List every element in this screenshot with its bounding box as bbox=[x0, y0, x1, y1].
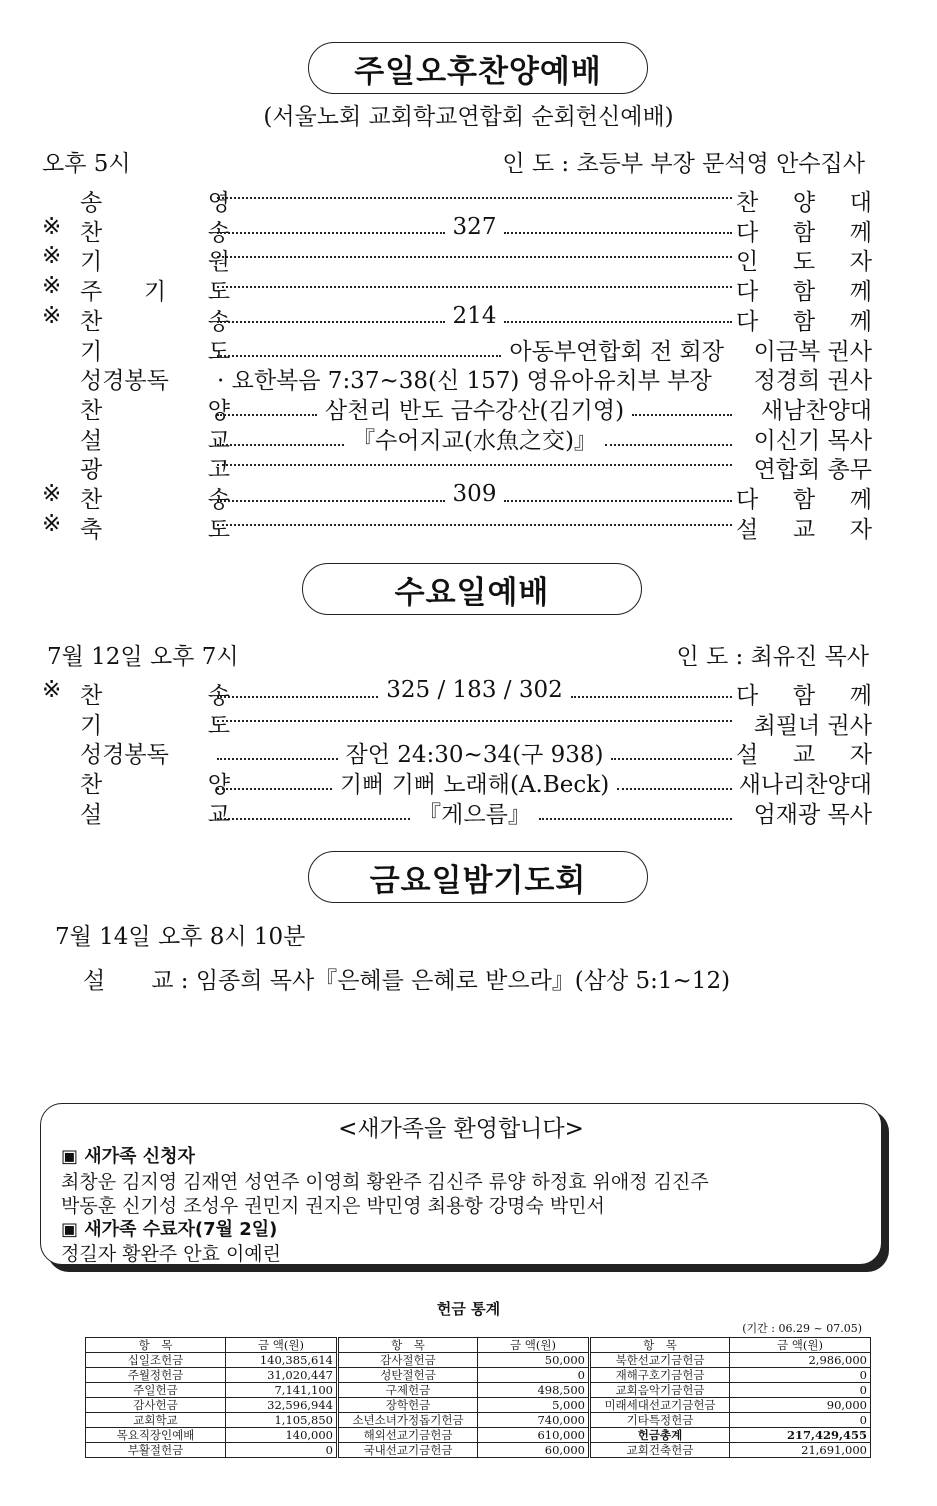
order-label-char: 도 bbox=[207, 338, 230, 365]
amount-cell: 5,000 bbox=[478, 1398, 590, 1413]
order-person-part: 다 bbox=[736, 683, 759, 709]
order-label-char: 고 bbox=[207, 457, 230, 484]
item-cell: 감사절헌금 bbox=[338, 1353, 478, 1368]
order-label-char: 찬 bbox=[80, 487, 103, 513]
order-person-part: 설 bbox=[736, 742, 759, 769]
order-label-char: 찬 bbox=[80, 308, 103, 335]
order-person bbox=[736, 333, 872, 366]
order-label bbox=[80, 422, 230, 455]
order-leader-dots bbox=[217, 766, 732, 799]
table-row bbox=[86, 1413, 871, 1428]
stand-mark: ※ bbox=[42, 510, 62, 537]
item-cell: 교회건축헌금 bbox=[590, 1443, 730, 1458]
order-person-part: 께 bbox=[849, 279, 872, 306]
amount-cell: 1,105,850 bbox=[226, 1413, 338, 1428]
order-detail: 309 bbox=[452, 481, 497, 507]
order-row bbox=[42, 451, 872, 484]
leader-dots bbox=[217, 184, 732, 199]
amount-cell: 217,429,455 bbox=[730, 1428, 871, 1443]
order-row bbox=[42, 796, 872, 826]
item-cell: 주월정헌금 bbox=[86, 1368, 226, 1383]
order-label-char: 도 bbox=[207, 516, 230, 543]
order-detail: 『수어지교(水魚之交)』 bbox=[352, 427, 597, 454]
leader-dots bbox=[217, 243, 732, 258]
order-person-part: 연합회 총무 bbox=[753, 457, 872, 484]
item-cell: 부활절헌금 bbox=[86, 1443, 226, 1458]
stand-mark: ※ bbox=[42, 481, 62, 507]
order-detail: 삼천리 반도 금수강산(김기영) bbox=[324, 397, 625, 424]
item-cell: 목요직장인예배 bbox=[86, 1428, 226, 1443]
order-detail: 잠언 24:30~34(구 938) bbox=[345, 742, 604, 769]
item-cell: 감사헌금 bbox=[86, 1398, 226, 1413]
order-person-part: 다 bbox=[736, 279, 759, 306]
amount-cell: 21,691,000 bbox=[730, 1443, 871, 1458]
friday-service-title bbox=[308, 851, 648, 903]
wednesday-title-text: 수요일예배 bbox=[394, 574, 550, 611]
order-detail: 325 / 183 / 302 bbox=[386, 677, 563, 703]
order-person-part: 함 bbox=[792, 308, 816, 335]
order-label-char: 축 bbox=[80, 516, 103, 543]
order-person-part: 다 bbox=[736, 308, 759, 335]
order-label-char: 찬 bbox=[80, 683, 103, 709]
order-person-part: 양 bbox=[792, 190, 816, 216]
order-label-char: 성경봉독 bbox=[80, 368, 169, 395]
order-label bbox=[80, 214, 230, 247]
stand-mark: ※ bbox=[42, 243, 62, 270]
order-label bbox=[80, 362, 230, 395]
order-label bbox=[80, 511, 230, 544]
amount-cell: 0 bbox=[730, 1413, 871, 1428]
leader-dots bbox=[539, 805, 732, 820]
friday-title-text: 금요일밤기도회 bbox=[369, 862, 587, 899]
order-leader-dots bbox=[217, 273, 732, 288]
order-person-part: 정경희 권사 bbox=[753, 368, 872, 395]
amount-cell: 0 bbox=[478, 1368, 590, 1383]
order-leader-dots bbox=[217, 796, 732, 829]
order-leader-dots bbox=[217, 736, 732, 769]
item-cell: 미래세대선교기금헌금 bbox=[590, 1398, 730, 1413]
item-cell: 국내선교기금헌금 bbox=[338, 1443, 478, 1458]
order-label-char: 영 bbox=[207, 190, 230, 216]
order-leader-dots bbox=[217, 362, 732, 395]
header-amount: 금 액(원) bbox=[478, 1338, 590, 1353]
item-cell: 성탄절헌금 bbox=[338, 1368, 478, 1383]
order-person-part: 엄재광 목사 bbox=[753, 801, 872, 828]
wednesday-time: 7월 12일 오후 7시 bbox=[47, 644, 239, 670]
order-person bbox=[736, 677, 872, 710]
order-row bbox=[42, 303, 872, 333]
order-label-char: 송 bbox=[80, 190, 103, 216]
order-person bbox=[736, 766, 872, 799]
offering-table-header bbox=[86, 1338, 871, 1353]
order-person-part: 설 bbox=[736, 516, 759, 543]
order-label-char: 설 bbox=[80, 427, 103, 454]
order-person bbox=[736, 511, 872, 544]
graduates-names: 정길자 황완주 안효 이예린 bbox=[61, 1243, 282, 1265]
order-label-char: 교 bbox=[207, 801, 230, 828]
order-person-part: 새나리찬양대 bbox=[738, 772, 872, 799]
order-label-char: 송 bbox=[207, 683, 230, 709]
order-leader-dots bbox=[217, 184, 732, 199]
order-label bbox=[80, 766, 230, 799]
leader-dots bbox=[217, 219, 445, 234]
leader-dots bbox=[571, 683, 732, 698]
wednesday-service-title bbox=[302, 563, 642, 615]
order-leader-dots bbox=[217, 481, 732, 507]
order-label-char: 기 bbox=[143, 279, 167, 306]
order-person-part: 다 bbox=[736, 487, 759, 513]
leader-dots bbox=[605, 431, 732, 446]
order-label-char: 양 bbox=[207, 397, 230, 424]
friday-sermon-line bbox=[83, 962, 730, 995]
order-row bbox=[42, 243, 872, 276]
order-person bbox=[736, 451, 872, 484]
header-item: 항 목 bbox=[590, 1338, 730, 1353]
table-row bbox=[86, 1353, 871, 1368]
item-cell: 기타특정헌금 bbox=[590, 1413, 730, 1428]
amount-cell: 31,020,447 bbox=[226, 1368, 338, 1383]
order-person-part: 자 bbox=[849, 742, 872, 769]
order-label-char: 기 bbox=[80, 712, 103, 739]
header-item: 항 목 bbox=[338, 1338, 478, 1353]
order-person-part: 새남찬양대 bbox=[760, 397, 872, 424]
order-leader-dots bbox=[217, 422, 732, 455]
order-label bbox=[80, 184, 230, 217]
order-row bbox=[42, 677, 872, 707]
order-person bbox=[736, 184, 872, 217]
order-person-part: 이금복 권사 bbox=[753, 338, 872, 365]
leader-dots bbox=[617, 775, 732, 790]
friday-time: 7월 14일 오후 8시 10분 bbox=[55, 924, 306, 950]
item-cell: 해외선교기금헌금 bbox=[338, 1428, 478, 1443]
order-row bbox=[42, 511, 872, 541]
leader-dots bbox=[217, 487, 445, 502]
leader-dots bbox=[504, 219, 732, 234]
order-detail: 327 bbox=[452, 213, 497, 240]
amount-cell: 140,000 bbox=[226, 1428, 338, 1443]
order-label-char: 원 bbox=[207, 249, 230, 276]
order-person bbox=[736, 707, 872, 740]
order-person bbox=[736, 273, 872, 306]
header-item: 항 목 bbox=[86, 1338, 226, 1353]
order-row bbox=[42, 273, 872, 306]
order-label-char: 성경봉독 bbox=[80, 742, 169, 769]
table-row bbox=[86, 1443, 871, 1458]
amount-cell: 0 bbox=[730, 1368, 871, 1383]
order-person bbox=[736, 796, 872, 829]
order-row bbox=[42, 392, 872, 422]
item-cell: 헌금총계 bbox=[590, 1428, 730, 1443]
order-row bbox=[42, 481, 872, 511]
order-label-char: 설 bbox=[80, 801, 103, 828]
order-label-char: 송 bbox=[207, 308, 230, 335]
leader-dots bbox=[217, 805, 410, 820]
sunday-time: 오후 5시 bbox=[42, 151, 131, 177]
item-cell: 교회학교 bbox=[86, 1413, 226, 1428]
order-detail: 아동부연합회 전 회장 bbox=[509, 338, 724, 365]
leader-dots bbox=[611, 745, 732, 760]
friday-sermon: 임종희 목사『은혜를 은혜로 받으라』(삼상 5:1~12) bbox=[195, 968, 731, 994]
order-person-part: 도 bbox=[792, 249, 816, 276]
amount-cell: 740,000 bbox=[478, 1413, 590, 1428]
amount-cell: 90,000 bbox=[730, 1398, 871, 1413]
new-family-box bbox=[40, 1103, 882, 1265]
graduates-heading: ▣ 새가족 수료자(7월 2일) bbox=[61, 1219, 278, 1240]
order-person bbox=[736, 736, 872, 769]
order-label-char: 송 bbox=[207, 219, 230, 246]
order-label bbox=[80, 273, 230, 306]
order-person-part: 함 bbox=[792, 279, 816, 306]
order-person bbox=[736, 303, 872, 336]
offering-stats-title: 헌금 통계 bbox=[436, 1300, 501, 1318]
order-label bbox=[80, 392, 230, 425]
leader-dots bbox=[217, 401, 317, 416]
item-cell: 십일조헌금 bbox=[86, 1353, 226, 1368]
order-label-char: 양 bbox=[207, 772, 230, 799]
amount-cell: 498,500 bbox=[478, 1383, 590, 1398]
leader-dots bbox=[217, 707, 732, 722]
leader-dots bbox=[217, 308, 445, 323]
order-person bbox=[736, 243, 872, 276]
item-cell: 교회음악기금헌금 bbox=[590, 1383, 730, 1398]
order-label bbox=[80, 451, 230, 484]
order-leader-dots bbox=[217, 243, 732, 258]
item-cell: 소년소녀가정돕기헌금 bbox=[338, 1413, 478, 1428]
applicants-names-2: 박동훈 신기성 조성우 권민지 권지은 박민영 최용항 강명숙 박민서 bbox=[61, 1195, 605, 1217]
order-person-part: 께 bbox=[849, 219, 872, 246]
order-person-part: 다 bbox=[736, 219, 759, 246]
item-cell: 주일헌금 bbox=[86, 1383, 226, 1398]
leader-dots bbox=[217, 511, 732, 526]
order-person-part: 자 bbox=[849, 516, 872, 543]
leader-dots bbox=[217, 431, 344, 446]
order-label-char: 송 bbox=[207, 487, 230, 513]
order-row bbox=[42, 707, 872, 737]
order-person-part: 께 bbox=[849, 308, 872, 335]
table-row bbox=[86, 1383, 871, 1398]
order-person-part: 교 bbox=[792, 516, 816, 543]
order-row bbox=[42, 214, 872, 244]
order-person-part: 찬 bbox=[736, 190, 759, 216]
amount-cell: 610,000 bbox=[478, 1428, 590, 1443]
order-label bbox=[80, 303, 230, 336]
order-person bbox=[736, 422, 872, 455]
order-person bbox=[736, 214, 872, 247]
applicants-heading: ▣ 새가족 신청자 bbox=[61, 1146, 195, 1167]
order-leader-dots bbox=[217, 392, 732, 425]
order-label bbox=[80, 481, 230, 514]
amount-cell: 32,596,944 bbox=[226, 1398, 338, 1413]
order-person bbox=[736, 362, 872, 395]
order-label bbox=[80, 243, 230, 276]
amount-cell: 140,385,614 bbox=[226, 1353, 338, 1368]
order-leader-dots bbox=[217, 677, 732, 703]
order-leader-dots bbox=[217, 511, 732, 526]
order-row bbox=[42, 422, 872, 452]
order-leader-dots bbox=[217, 214, 732, 240]
offering-table bbox=[85, 1337, 871, 1458]
amount-cell: 2,986,000 bbox=[730, 1353, 871, 1368]
order-label-char: 찬 bbox=[80, 772, 103, 799]
order-label bbox=[80, 796, 230, 829]
order-person-part: 함 bbox=[792, 683, 816, 709]
order-row bbox=[42, 184, 872, 214]
order-person-part: 께 bbox=[849, 487, 872, 513]
order-person bbox=[736, 481, 872, 514]
order-label bbox=[80, 736, 230, 769]
sunday-title-text: 주일오후찬양예배 bbox=[354, 53, 602, 90]
leader-dots bbox=[504, 308, 732, 323]
order-person bbox=[736, 392, 872, 425]
table-row bbox=[86, 1368, 871, 1383]
new-family-title: <새가족을 환영합니다> bbox=[338, 1116, 584, 1142]
stand-mark: ※ bbox=[42, 677, 62, 703]
leader-dots bbox=[217, 775, 332, 790]
order-person-part: 교 bbox=[792, 742, 816, 769]
item-cell: 구제헌금 bbox=[338, 1383, 478, 1398]
item-cell: 장학헌금 bbox=[338, 1398, 478, 1413]
leader-dots bbox=[504, 487, 732, 502]
order-leader-dots bbox=[217, 303, 732, 329]
sunday-subtitle: (서울노회 교회학교연합회 순회헌신예배) bbox=[263, 104, 674, 130]
header-amount: 금 액(원) bbox=[730, 1338, 871, 1353]
order-row bbox=[42, 736, 872, 769]
order-label bbox=[80, 677, 230, 710]
order-label-char: 주 bbox=[80, 279, 103, 306]
table-row bbox=[86, 1428, 871, 1443]
order-label bbox=[80, 707, 230, 740]
sunday-service-title bbox=[308, 42, 648, 94]
order-person-part: 대 bbox=[849, 190, 872, 216]
order-label-char: 찬 bbox=[80, 397, 103, 424]
order-person-part: 이신기 목사 bbox=[753, 427, 872, 454]
friday-sermon-label: 설 교 : bbox=[83, 968, 189, 994]
order-detail: · 요한복음 7:37~38(신 157) 영유아유치부 부장 bbox=[217, 368, 712, 395]
sunday-leader: 인 도 : 초등부 부장 문석영 안수집사 bbox=[502, 151, 865, 177]
stand-mark: ※ bbox=[42, 273, 62, 300]
order-label-char: 교 bbox=[207, 427, 230, 454]
offering-period: (기간 : 06.29 ~ 07.05) bbox=[742, 1322, 862, 1335]
order-leader-dots bbox=[217, 707, 732, 722]
order-leader-dots bbox=[217, 333, 732, 366]
leader-dots bbox=[217, 451, 732, 466]
order-person-part: 자 bbox=[849, 249, 872, 276]
leader-dots bbox=[217, 745, 338, 760]
order-leader-dots bbox=[217, 451, 732, 466]
amount-cell: 0 bbox=[730, 1383, 871, 1398]
table-row bbox=[86, 1398, 871, 1413]
order-detail: 『게으름』 bbox=[418, 801, 531, 828]
order-label-char: 광 bbox=[80, 457, 103, 484]
order-person-part: 께 bbox=[849, 683, 872, 709]
order-label-char: 기 bbox=[80, 338, 103, 365]
leader-dots bbox=[217, 273, 732, 288]
order-label-char: 도 bbox=[207, 712, 230, 739]
order-detail: 214 bbox=[452, 302, 497, 329]
amount-cell: 60,000 bbox=[478, 1443, 590, 1458]
order-detail: 기뻐 기뻐 노래해(A.Beck) bbox=[339, 772, 610, 799]
order-row bbox=[42, 333, 872, 363]
order-label-char: 기 bbox=[80, 249, 103, 276]
leader-dots bbox=[217, 683, 378, 698]
order-label bbox=[80, 333, 230, 366]
stand-mark: ※ bbox=[42, 213, 62, 240]
leader-dots bbox=[217, 342, 501, 357]
order-label-char: 찬 bbox=[80, 219, 103, 246]
item-cell: 재해구호기금헌금 bbox=[590, 1368, 730, 1383]
wednesday-leader: 인 도 : 최유진 목사 bbox=[676, 644, 869, 670]
amount-cell: 7,141,100 bbox=[226, 1383, 338, 1398]
order-person-part: 함 bbox=[792, 219, 816, 246]
order-label-char: 도 bbox=[207, 279, 230, 306]
applicants-names-1: 최창운 김지영 김재연 성연주 이영희 황완주 김신주 류양 하정효 위애정 김진주 bbox=[61, 1171, 709, 1193]
stand-mark: ※ bbox=[42, 302, 62, 329]
amount-cell: 50,000 bbox=[478, 1353, 590, 1368]
header-amount: 금 액(원) bbox=[226, 1338, 338, 1353]
item-cell: 북한선교기금헌금 bbox=[590, 1353, 730, 1368]
order-row bbox=[42, 766, 872, 799]
order-person-part: 인 bbox=[736, 249, 759, 276]
order-person-part: 최필녀 권사 bbox=[753, 712, 872, 739]
amount-cell: 0 bbox=[226, 1443, 338, 1458]
order-row bbox=[42, 362, 872, 395]
leader-dots bbox=[632, 401, 732, 416]
order-person-part: 함 bbox=[792, 487, 816, 513]
